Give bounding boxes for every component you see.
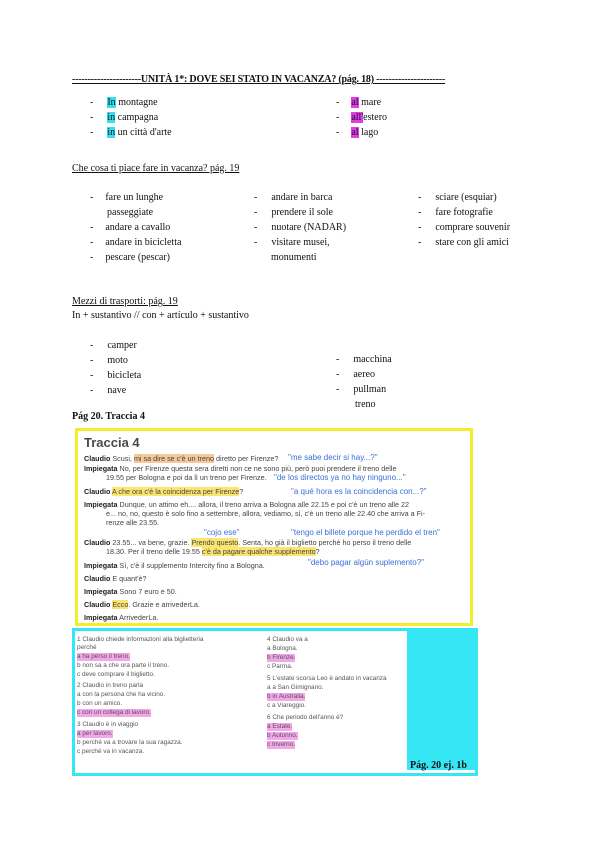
list-item: - in campagna (90, 112, 159, 123)
exercise-line: c perché va in vacanza. (77, 748, 145, 755)
likes-col-3 (418, 190, 510, 250)
dialogue-line: Claudio E quant'è? (84, 574, 147, 583)
list-item: - macchina (336, 354, 392, 365)
exercise-line: c con un collega di lavoro. (77, 709, 151, 716)
exercise-line: a Bologna. (267, 645, 298, 652)
dialogue-line: Claudio 23.55... va bene, grazie. Prendo questo. Senta, ho già il biglietto perché ho perso il treno delle (84, 538, 412, 547)
exercise-line: a con la persona che ha vicino. (77, 691, 166, 698)
list-item: - visitare musei, (254, 237, 330, 248)
transport-left-list (90, 338, 141, 398)
list-item: - al mare (336, 97, 382, 108)
list-item: - sciare (esquiar) (418, 192, 497, 203)
exercise-line: b con un amico. (77, 700, 123, 707)
dialogue-line: Impiegata No, per Firenze questa sera diretti non ce ne sono più, però puoi prendere il treno delle (84, 464, 397, 473)
list-item: - nave (90, 385, 127, 396)
exercise-side-panel (407, 628, 475, 770)
translation-note: "cojo ese" (204, 528, 240, 537)
list-item: - stare con gli amici (418, 237, 509, 248)
exercise-line: b in Australia. (267, 693, 306, 700)
exercise-line: 3 Claudio è in viaggio (77, 721, 139, 728)
exercise-right-column (267, 633, 407, 769)
exercise-line: b Firenze. (267, 654, 296, 661)
list-item: - pescare (pescar) (90, 252, 171, 263)
transport-rule: In + sustantivo // con + artículo + sustantivo (72, 310, 249, 321)
list-item: - andare a cavallo (90, 222, 171, 233)
list-item: - In montagne (90, 97, 158, 108)
list-item: treno (355, 399, 376, 410)
exercise-line: c Inverno. (267, 741, 296, 748)
translation-note: "tengo el billete porque he perdido el tren" (291, 528, 440, 537)
likes-title: Che cosa ti piace fare in vacanza? pág. 19 (72, 163, 240, 174)
list-item: monumenti (271, 252, 317, 263)
exercise-line: c a Viareggio. (267, 702, 306, 709)
exercise-line: a a San Gimignano. (267, 684, 324, 691)
unit-title: ----------------------UNITÀ 1*: DOVE SEI STATO IN VACANZA? (pág. 18) ---------------------- (72, 74, 445, 85)
dialogue-line: Claudio A che ora c'è la coincidenza per Firenze? (84, 487, 244, 496)
places-left-list (90, 95, 290, 140)
translation-note: "debo pagar algún suplemento?" (308, 558, 424, 567)
exercise-line: 4 Claudio va a (267, 636, 308, 643)
exercise-line: a ha perso il treno. (77, 653, 130, 660)
list-item: - camper (90, 340, 137, 351)
traccia-heading: Pág 20. Traccia 4 (72, 411, 145, 422)
translation-note: "de los directos ya no hay ninguno..." (274, 473, 406, 482)
list-item: - comprare souvenir (418, 222, 511, 233)
dialogue-line: e... no, no, questo è solo fino a settembre, allora, vediamo, sì, c'è un treno alle 22.40 che arriva a Fi- (106, 509, 425, 518)
list-item: - bicicleta (90, 370, 142, 381)
exercise-label: Pág. 20 ej. 1b (410, 760, 467, 771)
exercise-line: c deve comprare il biglietto. (77, 671, 155, 678)
dialogue-line: Claudio Ecco. Grazie e arrivederLa. (84, 600, 200, 609)
list-item: passeggiate (107, 207, 154, 218)
transport-right-list (336, 352, 392, 412)
exercise-line: 2 Claudio in treno parla (77, 682, 144, 689)
list-item: - andare in bicicletta (90, 237, 182, 248)
exercise-line: b perché va a trovare la sua ragazza. (77, 739, 183, 746)
list-item: - aereo (336, 369, 375, 380)
exercise-line: 6 Che periodo dell'anno è? (267, 714, 344, 721)
exercise-line: perché (77, 644, 97, 651)
exercise-left-column (77, 633, 273, 769)
list-item: - pullman (336, 384, 387, 395)
dialogue-line: Claudio Scusi, mi sa dire se c'è un treno diretto per Firenze? (84, 454, 279, 463)
translation-note: "a qué hora es la coincidencia con...?" (291, 487, 427, 496)
list-item: - all'estero (336, 112, 388, 123)
exercise-line: b non sa a che ora parte il treno. (77, 662, 170, 669)
dialogue-line: Impiegata ArrivederLa. (84, 613, 159, 622)
exercise-line: b Autunno. (267, 732, 298, 739)
exercise-line: a per lavoro. (77, 730, 113, 737)
list-item: - in un città d'arte (90, 127, 172, 138)
dialogue-line: 19.55 per Bologna e poi da lì un treno per Firenze. (106, 473, 267, 482)
translation-note: "me sabe decir si hay...?" (288, 453, 378, 462)
list-item: - prendere il sole (254, 207, 333, 218)
likes-col-1 (90, 190, 181, 265)
dialogue-line: Impiegata Sono 7 euro e 50. (84, 587, 177, 596)
exercise-line: a Estate. (267, 723, 293, 730)
dialogue-line: Impiegata Dunque, un attimo eh.... allora, il treno arriva a Bologna alle 22.15 e poi c'è un treno alle 22 (84, 500, 410, 509)
dialogue-line: 18.30. Per il treno delle 19.55 c'è da pagare qualche supplemento? (106, 547, 320, 556)
dialogue-line: Impiegata Sì, c'è il supplemento Intercity fino a Bologna. (84, 561, 265, 570)
list-item: - andare in barca (254, 192, 333, 203)
exercise-line: 1 Claudio chiede informazioni alla biglietteria (77, 636, 204, 643)
list-item: - moto (90, 355, 128, 366)
list-item: - al lago (336, 127, 379, 138)
exercise-line: c Parma. (267, 663, 293, 670)
places-right-list (336, 95, 536, 140)
dialogue-line: renze alle 23.55. (106, 518, 160, 527)
list-item: - fare fotografie (418, 207, 493, 218)
traccia-title: Traccia 4 (84, 435, 140, 450)
list-item: - nuotare (NADAR) (254, 222, 347, 233)
exercise-line: 5 L'estate scorsa Leo è andato in vacanza (267, 675, 387, 682)
transport-title: Mezzi di trasporti: pág. 19 (72, 296, 178, 307)
traccia-dialogue-box (75, 428, 473, 626)
list-item: - fare un lunghe (90, 192, 164, 203)
likes-col-2 (254, 190, 346, 265)
